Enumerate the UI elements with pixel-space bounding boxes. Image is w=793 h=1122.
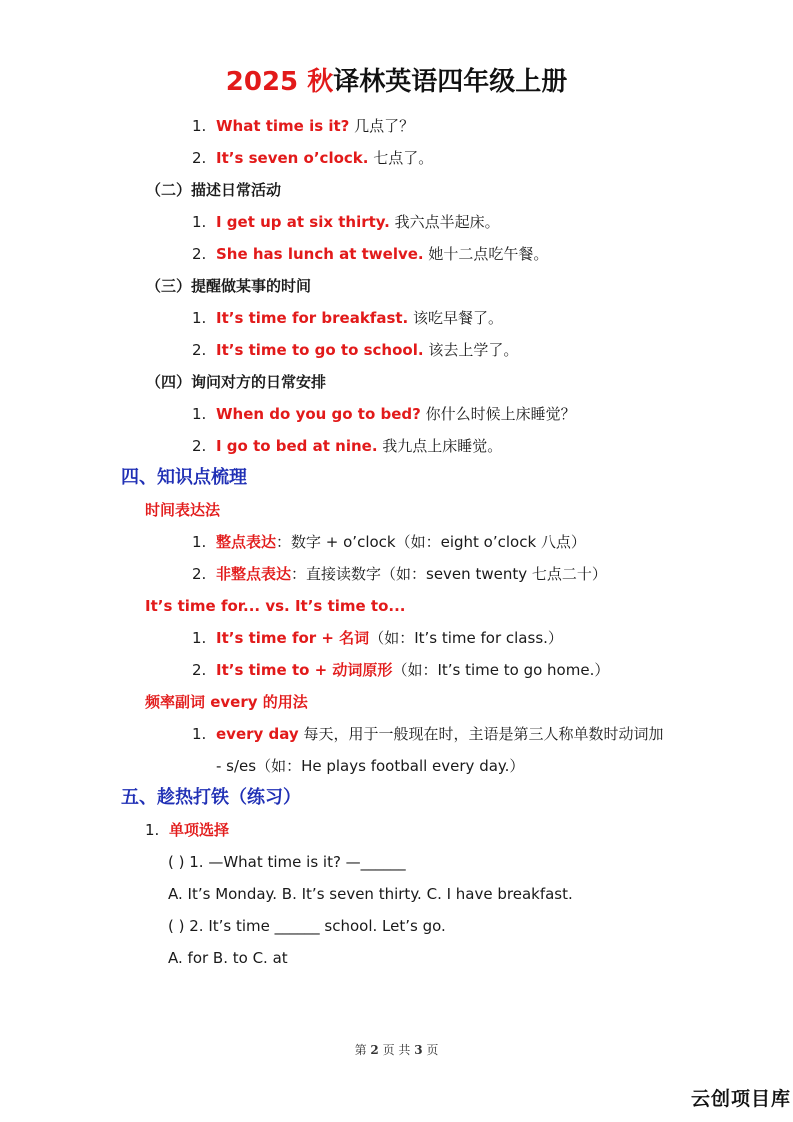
list-item: 2. 非整点表达：直接读数字（如：seven twenty 七点二十） <box>192 565 607 583</box>
list-item: 2. She has lunch at twelve. 她十二点吃午餐。 <box>192 245 549 263</box>
section-heading: 四、知识点梳理 <box>121 467 247 488</box>
subsection-heading: （二）描述日常活动 <box>146 181 282 199</box>
list-item: 2. It’s time to go to school. 该去上学了。 <box>192 341 519 359</box>
question-options: A. for B. to C. at <box>168 949 288 967</box>
page-number: 2 <box>370 1043 379 1057</box>
subsection-heading: （四）询问对方的日常安排 <box>146 373 327 391</box>
question: ( ) 1. —What time is it? —______ <box>168 853 406 871</box>
exercise-part-heading: 1. 单项选择 <box>145 821 230 839</box>
topic-heading: 频率副词 every 的用法 <box>145 693 308 711</box>
list-item: 2. It’s seven o’clock. 七点了。 <box>192 149 434 167</box>
list-item: 1. When do you go to bed? 你什么时候上床睡觉？ <box>192 405 576 423</box>
list-item: 1. I get up at six thirty. 我六点半起床。 <box>192 213 500 231</box>
list-item: 2. I go to bed at nine. 我九点上床睡觉。 <box>192 437 503 455</box>
section-heading: 五、趁热打铁（练习） <box>121 787 301 808</box>
list-item-continuation: - s/es（如：He plays football every day.） <box>216 757 525 775</box>
list-item: 1. 整点表达：数字 + o’clock（如：eight o’clock 八点） <box>192 533 586 551</box>
list-item: 1. every day 每天，用于一般现在时，主语是第三人称单数时动词加 <box>192 725 664 743</box>
title-year: 2025 秋 <box>225 67 334 97</box>
list-item: 2. It’s time to + 动词原形（如：It’s time to go home.） <box>192 661 610 679</box>
list-item: 1. What time is it? 几点了？ <box>192 117 415 135</box>
question: ( ) 2. It’s time ______ school. Let’s go. <box>168 917 446 935</box>
subsection-heading: （三）提醒做某事的时间 <box>146 277 312 295</box>
topic-heading: 时间表达法 <box>145 501 221 519</box>
list-item: 1. It’s time for breakfast. 该吃早餐了。 <box>192 309 504 327</box>
page-footer: 第 2 页 共 3 页 <box>354 1043 439 1057</box>
page-total: 3 <box>414 1043 423 1057</box>
watermark: 云创项目库 <box>690 1088 791 1110</box>
question-options: A. It’s Monday. B. It’s seven thirty. C. I have breakfast. <box>168 885 573 903</box>
page-title <box>0 62 793 102</box>
list-item: 1. It’s time for + 名词（如：It’s time for class.） <box>192 629 563 647</box>
topic-heading: It’s time for... vs. It’s time to... <box>145 597 406 615</box>
title-book: 译林英语四年级上册 <box>333 67 568 97</box>
